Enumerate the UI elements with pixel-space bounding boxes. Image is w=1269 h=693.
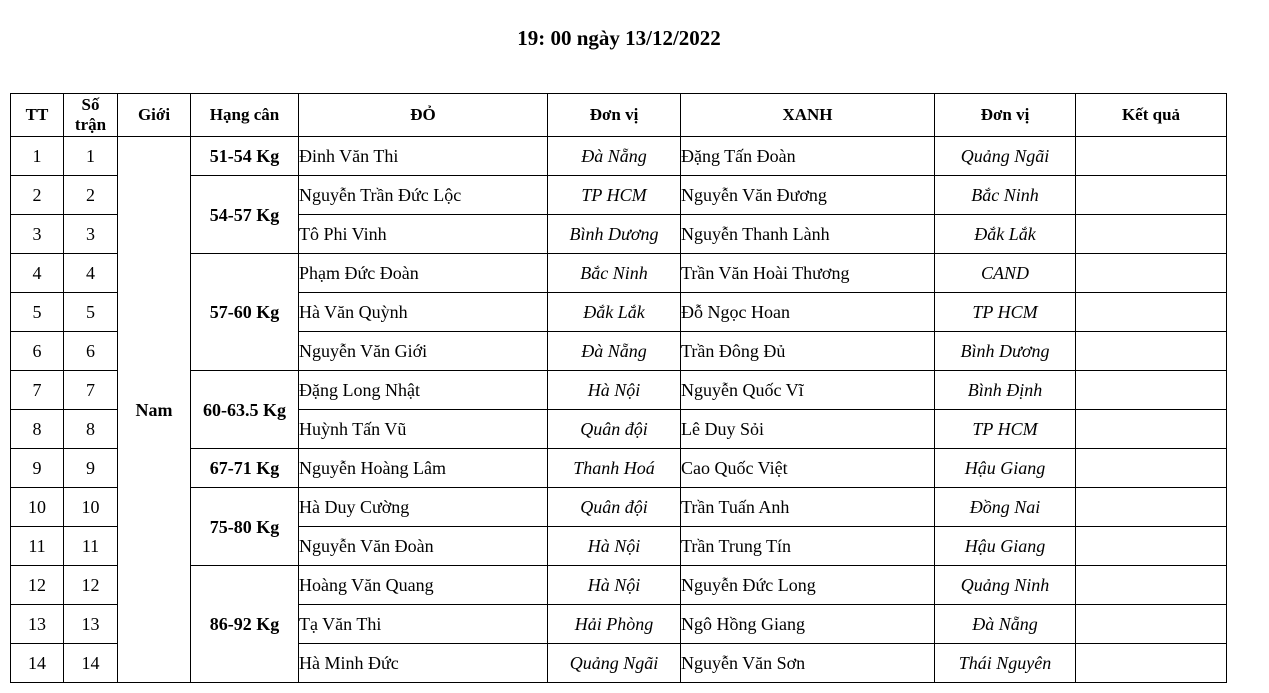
- red-fighter-name: Nguyễn Trần Đức Lộc: [299, 176, 548, 215]
- match-tt: 5: [11, 293, 64, 332]
- red-fighter-unit: TP HCM: [548, 176, 681, 215]
- match-number: 1: [64, 137, 118, 176]
- blue-fighter-name: Nguyễn Đức Long: [681, 566, 935, 605]
- header-gioi: Giới: [118, 94, 191, 137]
- red-fighter-unit: Đà Nẵng: [548, 332, 681, 371]
- result-cell: [1076, 410, 1227, 449]
- match-schedule-table: [10, 93, 1227, 683]
- result-cell: [1076, 605, 1227, 644]
- weight-class-cell: 67-71 Kg: [191, 449, 299, 488]
- match-number: 9: [64, 449, 118, 488]
- red-fighter-unit: Bắc Ninh: [548, 254, 681, 293]
- blue-fighter-name: Nguyễn Quốc Vĩ: [681, 371, 935, 410]
- blue-fighter-unit: Hậu Giang: [935, 527, 1076, 566]
- red-fighter-name: Hoàng Văn Quang: [299, 566, 548, 605]
- match-tt: 6: [11, 332, 64, 371]
- red-fighter-name: Nguyễn Hoàng Lâm: [299, 449, 548, 488]
- match-tt: 12: [11, 566, 64, 605]
- result-cell: [1076, 293, 1227, 332]
- blue-fighter-unit: Bình Định: [935, 371, 1076, 410]
- red-fighter-unit: Thanh Hoá: [548, 449, 681, 488]
- match-tt: 2: [11, 176, 64, 215]
- match-row: [11, 254, 1227, 293]
- red-fighter-name: Đinh Văn Thi: [299, 137, 548, 176]
- red-fighter-name: Huỳnh Tấn Vũ: [299, 410, 548, 449]
- blue-fighter-name: Đặng Tấn Đoàn: [681, 137, 935, 176]
- red-fighter-name: Hà Duy Cường: [299, 488, 548, 527]
- blue-fighter-unit: TP HCM: [935, 293, 1076, 332]
- weight-class-cell: 51-54 Kg: [191, 137, 299, 176]
- match-tt: 4: [11, 254, 64, 293]
- blue-fighter-unit: Đà Nẵng: [935, 605, 1076, 644]
- blue-fighter-unit: Bình Dương: [935, 332, 1076, 371]
- header-so-tran: Số trận: [64, 94, 118, 137]
- red-fighter-name: Phạm Đức Đoàn: [299, 254, 548, 293]
- red-fighter-name: Hà Minh Đức: [299, 644, 548, 683]
- red-fighter-name: Nguyễn Văn Giới: [299, 332, 548, 371]
- result-cell: [1076, 527, 1227, 566]
- gender-cell: Nam: [118, 137, 191, 683]
- result-cell: [1076, 137, 1227, 176]
- header-blue-unit: Đơn vị: [935, 94, 1076, 137]
- header-tt: TT: [11, 94, 64, 137]
- blue-fighter-name: Nguyễn Văn Sơn: [681, 644, 935, 683]
- match-number: 3: [64, 215, 118, 254]
- blue-fighter-name: Trần Đông Đủ: [681, 332, 935, 371]
- header-result: Kết quả: [1076, 94, 1227, 137]
- result-cell: [1076, 488, 1227, 527]
- match-body: [11, 137, 1227, 683]
- match-tt: 9: [11, 449, 64, 488]
- blue-fighter-unit: Đồng Nai: [935, 488, 1076, 527]
- red-fighter-unit: Quân đội: [548, 410, 681, 449]
- match-row: [11, 449, 1227, 488]
- red-fighter-name: Tô Phi Vinh: [299, 215, 548, 254]
- header-hang-can: Hạng cân: [191, 94, 299, 137]
- result-cell: [1076, 176, 1227, 215]
- match-number: 5: [64, 293, 118, 332]
- weight-class-cell: 60-63.5 Kg: [191, 371, 299, 449]
- red-fighter-name: Nguyễn Văn Đoàn: [299, 527, 548, 566]
- weight-class-cell: 75-80 Kg: [191, 488, 299, 566]
- blue-fighter-name: Lê Duy Sỏi: [681, 410, 935, 449]
- match-tt: 10: [11, 488, 64, 527]
- weight-class-cell: 86-92 Kg: [191, 566, 299, 683]
- red-fighter-unit: Hà Nội: [548, 566, 681, 605]
- blue-fighter-name: Trần Văn Hoài Thương: [681, 254, 935, 293]
- red-fighter-name: Tạ Văn Thi: [299, 605, 548, 644]
- match-tt: 13: [11, 605, 64, 644]
- match-row: [11, 488, 1227, 527]
- result-cell: [1076, 449, 1227, 488]
- blue-fighter-unit: TP HCM: [935, 410, 1076, 449]
- weight-class-cell: 57-60 Kg: [191, 254, 299, 371]
- match-number: 10: [64, 488, 118, 527]
- match-row: [11, 176, 1227, 215]
- red-fighter-name: Hà Văn Quỳnh: [299, 293, 548, 332]
- match-row: [11, 137, 1227, 176]
- match-number: 11: [64, 527, 118, 566]
- match-number: 7: [64, 371, 118, 410]
- result-cell: [1076, 215, 1227, 254]
- blue-fighter-unit: Đắk Lắk: [935, 215, 1076, 254]
- result-cell: [1076, 254, 1227, 293]
- red-fighter-unit: Hải Phòng: [548, 605, 681, 644]
- red-fighter-unit: Hà Nội: [548, 527, 681, 566]
- blue-fighter-name: Trần Tuấn Anh: [681, 488, 935, 527]
- header-blue-corner: XANH: [681, 94, 935, 137]
- match-number: 8: [64, 410, 118, 449]
- header-red-unit: Đơn vị: [548, 94, 681, 137]
- red-fighter-unit: Quảng Ngãi: [548, 644, 681, 683]
- red-fighter-unit: Hà Nội: [548, 371, 681, 410]
- match-tt: 1: [11, 137, 64, 176]
- blue-fighter-name: Đỗ Ngọc Hoan: [681, 293, 935, 332]
- blue-fighter-unit: Hậu Giang: [935, 449, 1076, 488]
- match-number: 2: [64, 176, 118, 215]
- blue-fighter-name: Nguyễn Thanh Lành: [681, 215, 935, 254]
- red-fighter-unit: Bình Dương: [548, 215, 681, 254]
- match-number: 12: [64, 566, 118, 605]
- match-number: 13: [64, 605, 118, 644]
- match-tt: 8: [11, 410, 64, 449]
- match-tt: 3: [11, 215, 64, 254]
- blue-fighter-name: Trần Trung Tín: [681, 527, 935, 566]
- result-cell: [1076, 371, 1227, 410]
- match-row: [11, 566, 1227, 605]
- blue-fighter-name: Cao Quốc Việt: [681, 449, 935, 488]
- match-tt: 14: [11, 644, 64, 683]
- result-cell: [1076, 644, 1227, 683]
- blue-fighter-unit: Quảng Ninh: [935, 566, 1076, 605]
- red-fighter-name: Đặng Long Nhật: [299, 371, 548, 410]
- header-row: [11, 94, 1227, 137]
- result-cell: [1076, 332, 1227, 371]
- red-fighter-unit: Đà Nẵng: [548, 137, 681, 176]
- blue-fighter-unit: Thái Nguyên: [935, 644, 1076, 683]
- result-cell: [1076, 566, 1227, 605]
- blue-fighter-name: Nguyễn Văn Đương: [681, 176, 935, 215]
- match-tt: 11: [11, 527, 64, 566]
- match-row: [11, 371, 1227, 410]
- red-fighter-unit: Quân đội: [548, 488, 681, 527]
- blue-fighter-unit: Bắc Ninh: [935, 176, 1076, 215]
- red-fighter-unit: Đắk Lắk: [548, 293, 681, 332]
- match-number: 14: [64, 644, 118, 683]
- blue-fighter-name: Ngô Hồng Giang: [681, 605, 935, 644]
- match-tt: 7: [11, 371, 64, 410]
- match-number: 6: [64, 332, 118, 371]
- blue-fighter-unit: CAND: [935, 254, 1076, 293]
- blue-fighter-unit: Quảng Ngãi: [935, 137, 1076, 176]
- weight-class-cell: 54-57 Kg: [191, 176, 299, 254]
- match-number: 4: [64, 254, 118, 293]
- header-red-corner: ĐỎ: [299, 94, 548, 137]
- page-title: 19: 00 ngày 13/12/2022: [517, 26, 721, 50]
